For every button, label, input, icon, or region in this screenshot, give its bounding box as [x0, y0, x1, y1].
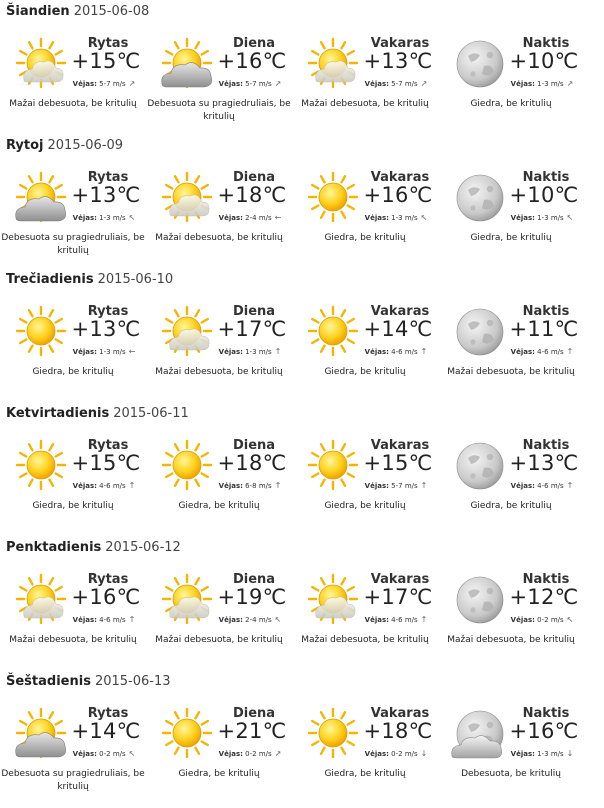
temperature: +18℃	[217, 183, 287, 207]
wind-speed: 5-7 m/s	[391, 482, 418, 490]
wind-info	[352, 749, 440, 758]
wind-direction-icon: ←	[128, 347, 136, 356]
period-evening	[292, 26, 438, 138]
wind-direction-icon: ↑	[128, 615, 136, 624]
wind-speed: 0-2 m/s	[391, 750, 418, 758]
temperature: +11℃	[509, 317, 579, 341]
period-label: Rytas	[87, 438, 129, 453]
temperature: +21℃	[217, 719, 287, 743]
wind-direction-icon: ↗	[274, 749, 282, 758]
day-heading	[6, 540, 181, 555]
weather-description: Mažai debesuota, be kritulių	[155, 367, 283, 377]
period-day	[146, 696, 292, 808]
period-label: Vakaras	[370, 170, 430, 185]
wind-label: Vėjas:	[218, 750, 243, 758]
wind-info	[352, 615, 440, 624]
period-day	[146, 294, 292, 406]
wind-info	[60, 615, 148, 624]
period-morning	[0, 26, 146, 138]
day-forecast	[0, 674, 604, 808]
wind-label: Vėjas:	[218, 482, 243, 490]
wind-label: Vėjas:	[364, 616, 389, 624]
weather-description: Giedra, be kritulių	[470, 501, 552, 511]
wind-label: Vėjas:	[218, 348, 243, 356]
weather-description: Debesuota su pragiedruliais, be kritulių	[147, 99, 291, 122]
wind-info	[498, 615, 586, 624]
wind-label: Vėjas:	[364, 750, 389, 758]
period-label: Rytas	[87, 706, 129, 721]
day-date: 2015-06-10	[97, 272, 174, 287]
wind-label: Vėjas:	[364, 348, 389, 356]
wind-speed: 5-7 m/s	[391, 80, 418, 88]
wind-direction-icon: ↑	[566, 481, 574, 490]
period-label: Naktis	[522, 304, 570, 319]
period-label: Vakaras	[370, 572, 430, 587]
temperature: +15℃	[71, 49, 141, 73]
weather-description: Mažai debesuota, be kritulių	[155, 233, 283, 243]
wind-label: Vėjas:	[364, 80, 389, 88]
weather-description: Mažai debesuota, be kritulių	[301, 99, 429, 109]
wind-info	[60, 347, 148, 356]
wind-direction-icon: ↖	[420, 213, 428, 222]
wind-direction-icon: ↑	[128, 481, 136, 490]
wind-info	[206, 79, 294, 88]
period-morning	[0, 160, 146, 272]
wind-label: Vėjas:	[510, 214, 535, 222]
period-night	[438, 428, 584, 540]
wind-direction-icon: ↗	[566, 79, 574, 88]
wind-direction-icon: ↑	[566, 347, 574, 356]
day-forecast	[0, 138, 604, 272]
wind-info	[206, 749, 294, 758]
temperature: +14℃	[71, 719, 141, 743]
wind-info	[498, 749, 586, 758]
weather-description: Giedra, be kritulių	[324, 233, 406, 243]
wind-direction-icon: ↗	[420, 79, 428, 88]
temperature: +12℃	[509, 585, 579, 609]
day-date: 2015-06-09	[47, 138, 124, 153]
wind-speed: 4-6 m/s	[99, 482, 126, 490]
wind-speed: 5-7 m/s	[245, 80, 272, 88]
period-evening	[292, 160, 438, 272]
weather-description: Giedra, be kritulių	[32, 367, 114, 377]
temperature: +10℃	[509, 49, 579, 73]
wind-direction-icon: ↖	[274, 615, 282, 624]
wind-label: Vėjas:	[72, 616, 97, 624]
day-date: 2015-06-08	[73, 4, 150, 19]
wind-speed: 2-4 m/s	[245, 214, 272, 222]
period-night	[438, 294, 584, 406]
weather-description: Giedra, be kritulių	[324, 769, 406, 779]
weather-description: Giedra, be kritulių	[470, 99, 552, 109]
wind-label: Vėjas:	[72, 348, 97, 356]
wind-label: Vėjas:	[72, 750, 97, 758]
wind-speed: 0-2 m/s	[245, 750, 272, 758]
wind-info	[352, 481, 440, 490]
temperature: +18℃	[363, 719, 433, 743]
temperature: +13℃	[71, 317, 141, 341]
weather-description: Giedra, be kritulių	[178, 769, 260, 779]
wind-info	[206, 213, 294, 222]
wind-direction-icon: ↖	[566, 213, 574, 222]
day-name: Ketvirtadienis	[6, 406, 110, 421]
period-label: Vakaras	[370, 36, 430, 51]
wind-direction-icon: ↖	[128, 213, 136, 222]
temperature: +16℃	[217, 49, 287, 73]
day-name: Penktadienis	[6, 540, 102, 555]
period-label: Rytas	[87, 572, 129, 587]
wind-label: Vėjas:	[364, 482, 389, 490]
weather-description: Giedra, be kritulių	[324, 367, 406, 377]
day-name: Trečiadienis	[6, 272, 94, 287]
period-evening	[292, 696, 438, 808]
wind-info	[352, 213, 440, 222]
day-forecast	[0, 272, 604, 406]
temperature: +14℃	[363, 317, 433, 341]
wind-speed: 1-3 m/s	[99, 214, 126, 222]
day-name: Rytoj	[6, 138, 44, 153]
temperature: +10℃	[509, 183, 579, 207]
wind-direction-icon: ↑	[420, 347, 428, 356]
day-date: 2015-06-11	[113, 406, 189, 421]
temperature: +15℃	[363, 451, 433, 475]
weather-description: Debesuota su pragiedruliais, be kritulių	[1, 769, 145, 792]
weather-description: Giedra, be kritulių	[178, 501, 260, 511]
wind-label: Vėjas:	[510, 750, 535, 758]
period-label: Diena	[232, 304, 276, 319]
wind-info	[206, 615, 294, 624]
wind-info	[498, 79, 586, 88]
period-label: Diena	[232, 706, 276, 721]
wind-speed: 4-6 m/s	[391, 348, 418, 356]
wind-label: Vėjas:	[510, 80, 535, 88]
wind-speed: 4-6 m/s	[537, 482, 564, 490]
day-heading	[6, 674, 171, 689]
day-date: 2015-06-13	[94, 674, 171, 689]
period-morning	[0, 428, 146, 540]
temperature: +16℃	[363, 183, 433, 207]
period-day	[146, 562, 292, 674]
wind-speed: 0-2 m/s	[537, 616, 564, 624]
period-label: Naktis	[522, 706, 570, 721]
period-night	[438, 26, 584, 138]
wind-speed: 1-3 m/s	[245, 348, 272, 356]
period-label: Diena	[232, 36, 276, 51]
day-name: Šeštadienis	[6, 674, 91, 689]
period-night	[438, 696, 584, 808]
period-morning	[0, 562, 146, 674]
temperature: +19℃	[217, 585, 287, 609]
wind-label: Vėjas:	[364, 214, 389, 222]
period-label: Vakaras	[370, 706, 430, 721]
wind-info	[352, 79, 440, 88]
temperature: +17℃	[363, 585, 433, 609]
period-day	[146, 428, 292, 540]
period-label: Diena	[232, 438, 276, 453]
wind-direction-icon: ↑	[274, 347, 282, 356]
weather-description: Mažai debesuota, be kritulių	[9, 635, 137, 645]
weather-description: Debesuota su pragiedruliais, be kritulių	[1, 233, 145, 256]
day-heading	[6, 272, 173, 287]
wind-info	[498, 481, 586, 490]
wind-label: Vėjas:	[72, 80, 97, 88]
weather-description: Giedra, be kritulių	[32, 501, 114, 511]
wind-speed: 4-6 m/s	[537, 348, 564, 356]
wind-speed: 4-6 m/s	[99, 616, 126, 624]
wind-direction-icon: ↓	[420, 749, 428, 758]
period-morning	[0, 294, 146, 406]
wind-info	[498, 213, 586, 222]
wind-direction-icon: ↑	[274, 481, 282, 490]
day-date: 2015-06-12	[105, 540, 181, 555]
period-day	[146, 26, 292, 138]
period-evening	[292, 562, 438, 674]
wind-speed: 2-4 m/s	[245, 616, 272, 624]
wind-info	[498, 347, 586, 356]
wind-info	[60, 213, 148, 222]
wind-speed: 1-3 m/s	[537, 80, 564, 88]
temperature: +13℃	[363, 49, 433, 73]
weather-description: Giedra, be kritulių	[470, 233, 552, 243]
day-heading	[6, 406, 189, 421]
wind-direction-icon: ↗	[274, 79, 282, 88]
day-name: Šiandien	[6, 4, 70, 19]
weather-description: Mažai debesuota, be kritulių	[9, 99, 137, 109]
period-label: Diena	[232, 170, 276, 185]
wind-speed: 4-6 m/s	[391, 616, 418, 624]
period-label: Naktis	[522, 572, 570, 587]
weather-description: Mažai debesuota, be kritulių	[447, 367, 575, 377]
wind-speed: 0-2 m/s	[99, 750, 126, 758]
wind-label: Vėjas:	[510, 482, 535, 490]
wind-info	[60, 749, 148, 758]
period-day	[146, 160, 292, 272]
wind-label: Vėjas:	[218, 80, 243, 88]
wind-speed: 5-7 m/s	[99, 80, 126, 88]
wind-speed: 1-3 m/s	[99, 348, 126, 356]
wind-info	[60, 79, 148, 88]
period-label: Vakaras	[370, 304, 430, 319]
wind-direction-icon: ↖	[566, 615, 574, 624]
day-heading	[6, 138, 123, 153]
period-night	[438, 562, 584, 674]
wind-speed: 6-8 m/s	[245, 482, 272, 490]
period-evening	[292, 428, 438, 540]
day-forecast	[0, 4, 604, 138]
weather-description: Giedra, be kritulių	[324, 501, 406, 511]
temperature: +13℃	[71, 183, 141, 207]
period-label: Vakaras	[370, 438, 430, 453]
wind-label: Vėjas:	[72, 482, 97, 490]
period-label: Naktis	[522, 170, 570, 185]
wind-direction-icon: ↓	[566, 749, 574, 758]
weather-description: Mažai debesuota, be kritulių	[447, 635, 575, 645]
day-forecast	[0, 540, 604, 674]
wind-label: Vėjas:	[510, 616, 535, 624]
wind-speed: 1-3 m/s	[537, 214, 564, 222]
period-label: Rytas	[87, 36, 129, 51]
temperature: +18℃	[217, 451, 287, 475]
temperature: +16℃	[509, 719, 579, 743]
period-label: Naktis	[522, 438, 570, 453]
weather-description: Mažai debesuota, be kritulių	[301, 635, 429, 645]
period-morning	[0, 696, 146, 808]
wind-speed: 1-3 m/s	[391, 214, 418, 222]
wind-direction-icon: ↑	[420, 481, 428, 490]
period-label: Rytas	[87, 170, 129, 185]
temperature: +13℃	[509, 451, 579, 475]
wind-direction-icon: ↖	[128, 749, 136, 758]
wind-info	[206, 347, 294, 356]
wind-direction-icon: ↗	[128, 79, 136, 88]
wind-label: Vėjas:	[72, 214, 97, 222]
wind-label: Vėjas:	[218, 616, 243, 624]
period-label: Naktis	[522, 36, 570, 51]
wind-info	[60, 481, 148, 490]
weather-description: Mažai debesuota, be kritulių	[155, 635, 283, 645]
wind-direction-icon: ↑	[420, 615, 428, 624]
wind-label: Vėjas:	[510, 348, 535, 356]
temperature: +17℃	[217, 317, 287, 341]
wind-direction-icon: ←	[274, 213, 282, 222]
period-label: Rytas	[87, 304, 129, 319]
day-heading	[6, 4, 149, 19]
wind-label: Vėjas:	[218, 214, 243, 222]
wind-info	[352, 347, 440, 356]
period-label: Diena	[232, 572, 276, 587]
wind-info	[206, 481, 294, 490]
temperature: +15℃	[71, 451, 141, 475]
day-forecast	[0, 406, 604, 540]
temperature: +16℃	[71, 585, 141, 609]
wind-speed: 1-3 m/s	[537, 750, 564, 758]
period-night	[438, 160, 584, 272]
weather-description: Debesuota, be kritulių	[461, 769, 561, 779]
period-evening	[292, 294, 438, 406]
